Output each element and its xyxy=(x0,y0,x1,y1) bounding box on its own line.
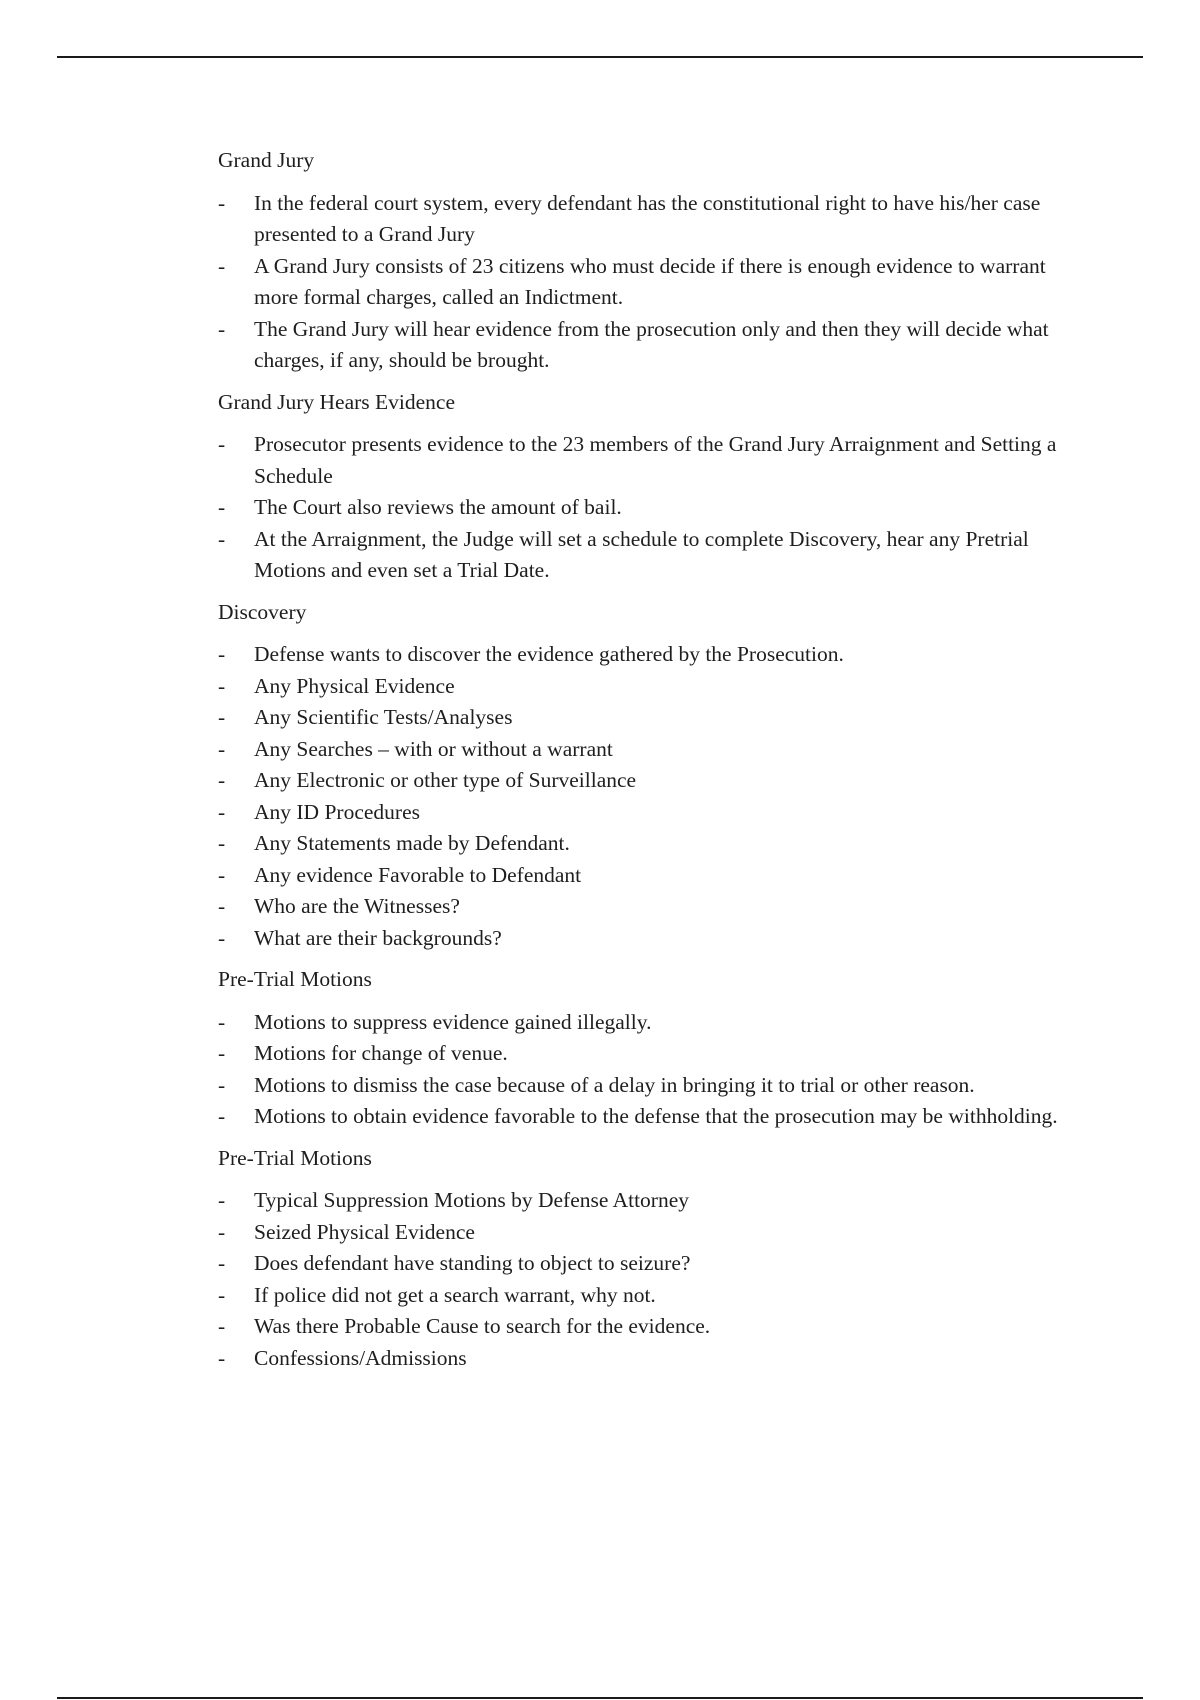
bullet-list xyxy=(218,1007,1088,1133)
section-heading: Pre-Trial Motions xyxy=(218,1145,372,1170)
list-item-text: Prosecutor presents evidence to the 23 members of the Grand Jury Arraignment and Setting a Schedule xyxy=(254,432,1057,488)
list-item-text: Motions to suppress evidence gained illegally. xyxy=(254,1009,652,1034)
bullet-dash: - xyxy=(218,736,226,761)
list-item-text: Was there Probable Cause to search for the evidence. xyxy=(254,1314,711,1338)
document-section xyxy=(218,387,1088,587)
list-item xyxy=(218,923,1088,955)
list-item-text: The Court also reviews the amount of bail. xyxy=(254,495,622,519)
list-item xyxy=(218,765,1088,797)
bullet-dash: - xyxy=(218,862,226,887)
list-item xyxy=(218,1311,1088,1343)
list-item-text: If police did not get a search warrant, why not. xyxy=(254,1282,656,1307)
list-item xyxy=(218,1070,1088,1102)
bullet-dash: - xyxy=(218,1104,226,1128)
list-item xyxy=(218,734,1088,766)
bullet-dash: - xyxy=(218,1282,226,1307)
document-body xyxy=(218,145,1088,1384)
section-heading: Pre-Trial Motions xyxy=(218,967,372,991)
list-item-text: In the federal court system, every defendant has the constitutional right to have his/her case presented to a Grand Jury xyxy=(254,190,1041,246)
bullet-dash: - xyxy=(218,894,226,918)
list-item-text: Who are the Witnesses? xyxy=(254,894,460,918)
list-item-text: Any ID Procedures xyxy=(254,799,420,824)
section-heading: Discovery xyxy=(218,599,307,624)
list-item-text: Does defendant have standing to object to seizure? xyxy=(254,1251,691,1275)
list-item xyxy=(218,828,1088,860)
document-section xyxy=(218,145,1088,377)
document-section xyxy=(218,1143,1088,1375)
bullet-dash: - xyxy=(218,1072,226,1097)
bullet-dash: - xyxy=(218,316,226,341)
bullet-dash: - xyxy=(218,1219,226,1244)
list-item xyxy=(218,524,1088,587)
list-item xyxy=(218,1343,1088,1375)
list-item-text: Any Electronic or other type of Surveillance xyxy=(254,768,637,792)
document-section xyxy=(218,964,1088,1133)
bullet-dash: - xyxy=(218,495,226,519)
bullet-dash: - xyxy=(218,432,226,456)
list-item-text: Any Statements made by Defendant. xyxy=(254,831,570,855)
list-item-text: Motions to dismiss the case because of a delay in bringing it to trial or other reason. xyxy=(254,1072,975,1097)
list-item xyxy=(218,1248,1088,1280)
bullet-dash: - xyxy=(218,1345,226,1370)
list-item xyxy=(218,492,1088,524)
list-item xyxy=(218,1280,1088,1312)
bullet-dash: - xyxy=(218,642,226,666)
list-item xyxy=(218,671,1088,703)
section-heading: Grand Jury Hears Evidence xyxy=(218,389,456,414)
bullet-dash: - xyxy=(218,526,226,551)
bullet-dash: - xyxy=(218,673,226,698)
list-item xyxy=(218,251,1088,314)
bullet-dash: - xyxy=(218,831,226,855)
bullet-dash: - xyxy=(218,1009,226,1034)
list-item xyxy=(218,1217,1088,1249)
list-item-text: Any Physical Evidence xyxy=(254,673,455,698)
list-item xyxy=(218,314,1088,377)
bullet-list xyxy=(218,429,1088,587)
list-item xyxy=(218,797,1088,829)
list-item-text: What are their backgrounds? xyxy=(254,925,502,950)
list-item-text: Defense wants to discover the evidence gathered by the Prosecution. xyxy=(254,642,844,666)
bullet-dash: - xyxy=(218,190,226,215)
bullet-dash: - xyxy=(218,1251,226,1275)
section-heading: Grand Jury xyxy=(218,148,315,172)
bullet-list xyxy=(218,1185,1088,1374)
list-item xyxy=(218,891,1088,923)
list-item xyxy=(218,1038,1088,1070)
list-item-text: Confessions/Admissions xyxy=(254,1345,467,1370)
list-item xyxy=(218,429,1088,492)
bullet-dash: - xyxy=(218,1041,226,1065)
bullet-dash: - xyxy=(218,705,226,729)
footer-rule xyxy=(57,1697,1143,1699)
list-item xyxy=(218,639,1088,671)
list-item-text: Motions to obtain evidence favorable to the defense that the prosecution may be withholding. xyxy=(254,1104,1058,1128)
list-item-text: The Grand Jury will hear evidence from the prosecution only and then they will decide what charges, if any, should be brought. xyxy=(254,316,1049,372)
bullet-list xyxy=(218,188,1088,377)
bullet-dash: - xyxy=(218,1314,226,1338)
list-item xyxy=(218,1101,1088,1133)
document-section xyxy=(218,597,1088,955)
list-item-text: Seized Physical Evidence xyxy=(254,1219,475,1244)
list-item xyxy=(218,1185,1088,1217)
list-item xyxy=(218,1007,1088,1039)
list-item-text: Any evidence Favorable to Defendant xyxy=(254,862,582,887)
bullet-dash: - xyxy=(218,925,226,950)
list-item xyxy=(218,188,1088,251)
header-rule xyxy=(57,56,1143,58)
list-item-text: Any Scientific Tests/Analyses xyxy=(254,705,513,729)
list-item-text: Any Searches – with or without a warrant xyxy=(254,736,613,761)
list-item-text: Typical Suppression Motions by Defense Attorney xyxy=(254,1188,690,1212)
list-item-text: A Grand Jury consists of 23 citizens who must decide if there is enough evidence to warrant more formal charges, called an Indictment. xyxy=(254,253,1046,309)
list-item xyxy=(218,702,1088,734)
bullet-list xyxy=(218,639,1088,954)
list-item-text: Motions for change of venue. xyxy=(254,1041,508,1065)
list-item-text: At the Arraignment, the Judge will set a schedule to complete Discovery, hear any Pretrial Motions and even set a Trial Date. xyxy=(254,526,1029,582)
bullet-dash: - xyxy=(218,768,226,792)
bullet-dash: - xyxy=(218,253,226,278)
list-item xyxy=(218,860,1088,892)
bullet-dash: - xyxy=(218,1188,226,1212)
bullet-dash: - xyxy=(218,799,226,824)
